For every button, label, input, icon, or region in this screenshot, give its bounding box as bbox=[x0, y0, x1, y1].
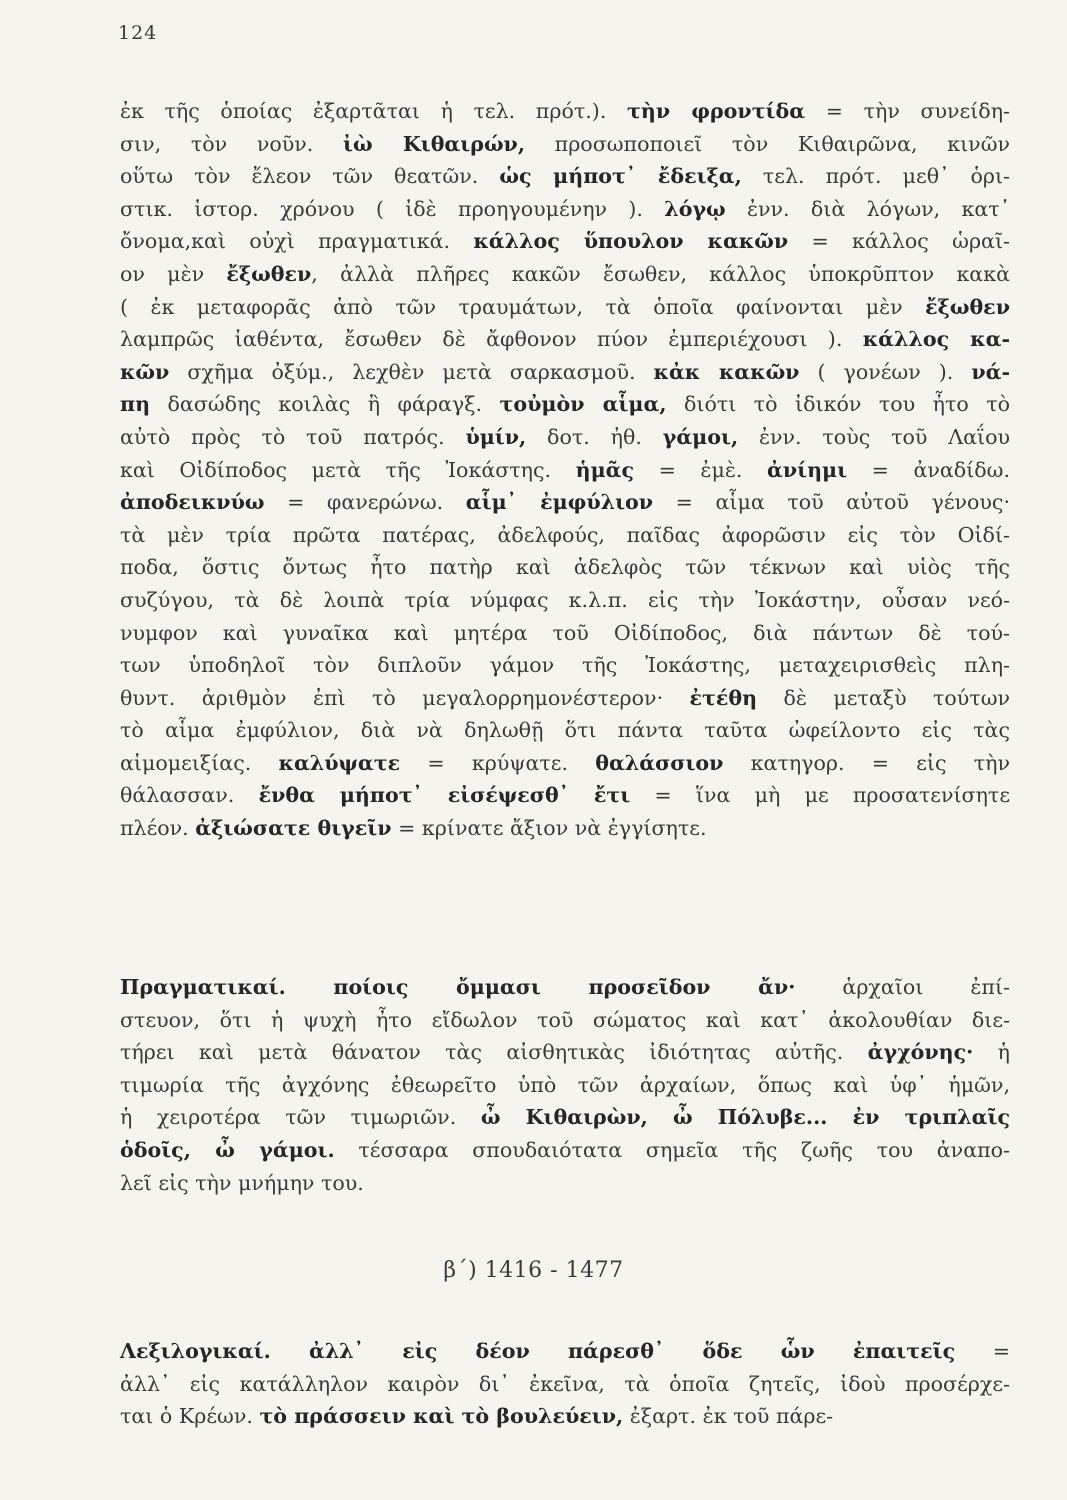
text-line: στικ. ἱστορ. χρόνου ( ἰδὲ προηγουμένην ). λόγῳ ἐνν. διὰ λόγων, κατ᾽ bbox=[120, 196, 1010, 221]
text-line: πλέον. ἀξιώσατε θιγεῖν = κρίνατε ἄξιον νὰ ἐγγίσητε. bbox=[120, 816, 707, 841]
paragraph-lexical-notes bbox=[120, 95, 1010, 845]
text-line: κῶν σχῆμα ὀξύμ., λεχθὲν μετὰ σαρκασμοῦ. κἀκ κακῶν ( γονέων ). νά- bbox=[120, 359, 1010, 384]
text-line: ὄνομα,καὶ οὐχὶ πραγματικά. κάλλος ὕπουλον κακῶν = κάλλος ὡραῖ- bbox=[120, 229, 1010, 254]
text-line: τὰ μὲν τρία πρῶτα πατέρας, ἀδελφούς, παῖδας ἀφορῶσιν εἰς τὸν Οἰδί- bbox=[120, 522, 1010, 547]
text-line: ἀποδεικνύω = φανερώνω. αἷμ᾽ ἐμφύλιον = αἷμα τοῦ αὐτοῦ γένους· bbox=[120, 490, 1010, 515]
text-line: θυντ. ἀριθμὸν ἐπὶ τὸ μεγαλορρημονέστερον· ἐτέθη δὲ μεταξὺ τούτων bbox=[120, 685, 1011, 710]
text-line: λεῖ εἰς τὴν μνήμην του. bbox=[120, 1170, 364, 1195]
text-line: Πραγματικαί. ποίοις ὄμμασι προσεῖδον ἄν· ἀρχαῖοι ἐπί- bbox=[120, 975, 1010, 999]
section-heading: β΄) 1416 - 1477 bbox=[443, 1258, 624, 1283]
text-line: τήρει καὶ μετὰ θάνατον τὰς αἰσθητικὰς ἰδιότητας αὐτῆς. ἀγχόνης· ἡ bbox=[120, 1040, 1010, 1065]
text-line: ἐκ τῆς ὁποίας ἐξαρτᾶται ἡ τελ. πρότ.). τὴν φροντίδα = τὴν συνείδη- bbox=[120, 99, 1010, 123]
text-line: θάλασσαν. ἔνθα μήποτ᾽ εἰσέψεσθ᾽ ἔτι = ἵνα μὴ με προσατενίσητε bbox=[120, 783, 1010, 808]
text-line: ὁδοῖς, ὦ γάμοι. τέσσαρα σπουδαιότατα σημεῖα τῆς ζωῆς του ἀναπο- bbox=[120, 1137, 1010, 1162]
text-line: ἡ χειροτέρα τῶν τιμωριῶν. ὦ Κιθαιρὼν, ὦ Πόλυβε... ἐν τριπλαῖς bbox=[120, 1105, 1011, 1130]
text-line: τὸ αἷμα ἐμφύλιον, διὰ νὰ δηλωθῇ ὅτι πάντα ταῦτα ὠφείλοντο εἰς τὰς bbox=[120, 718, 1010, 743]
text-line: οὕτω τὸν ἔλεον τῶν θεατῶν. ὡς μήποτ᾽ ἔδειξα, τελ. πρότ. μεθ᾽ ὁρι- bbox=[120, 164, 1010, 189]
text-line: ἀλλ᾽ εἰς κατάλληλον καιρὸν δι᾽ ἐκεῖνα, τὰ ὁποῖα ζητεῖς, ἰδοὺ προσέρχε- bbox=[120, 1371, 1010, 1396]
text-line: ποδα, ὅστις ὄντως ἦτο πατὴρ καὶ ἀδελφὸς τῶν τέκνων καὶ υἱὸς τῆς bbox=[120, 555, 1010, 580]
text-line: σιν, τὸν νοῦν. ἰὼ Κιθαιρών, προσωποποιεῖ τὸν Κιθαιρῶνα, κινῶν bbox=[120, 131, 1011, 156]
text-line: καὶ Οἰδίποδος μετὰ τῆς Ἰοκάστης. ἡμᾶς = ἐμὲ. ἀνίημι = ἀναδίδω. bbox=[120, 457, 1010, 482]
text-line: στευον, ὅτι ἡ ψυχὴ ἦτο εἴδωλον τοῦ σώματος καὶ κατ᾽ ἀκολουθίαν διε- bbox=[120, 1007, 1010, 1032]
page-number: 124 bbox=[118, 22, 158, 44]
text-line: αὐτὸ πρὸς τὸ τοῦ πατρός. ὑμίν, δοτ. ἠθ. γάμοι, ἐνν. τοὺς τοῦ Λαΐου bbox=[120, 424, 1010, 449]
text-line: ται ὁ Κρέων. τὸ πράσσειν καὶ τὸ βουλεύειν, ἐξαρτ. ἐκ τοῦ πάρε- bbox=[120, 1404, 834, 1429]
paragraph-factual-notes bbox=[120, 971, 1010, 1199]
text-line: ον μὲν ἔξωθεν, ἀλλὰ πλῆρες κακῶν ἔσωθεν, κάλλος ὑποκρῦπτον κακὰ bbox=[120, 261, 1010, 286]
text-line: πη δασώδης κοιλὰς ἢ φάραγξ. τοὐμὸν αἷμα, διότι τὸ ἰδικόν του ἦτο τὸ bbox=[120, 392, 1010, 417]
text-line: τιμωρία τῆς ἀγχόνης ἐθεωρεῖτο ὑπὸ τῶν ἀρχαίων, ὅπως καὶ ὑφ᾽ ἡμῶν, bbox=[120, 1072, 1010, 1097]
text-line: ( ἐκ μεταφορᾶς ἀπὸ τῶν τραυμάτων, τὰ ὁποῖα φαίνονται μὲν ἔξωθεν bbox=[120, 294, 1010, 319]
text-line: των ὑποδηλοῖ τὸν διπλοῦν γάμον τῆς Ἰοκάστης, μεταχειρισθεὶς πλη- bbox=[120, 653, 1010, 678]
text-line: λαμπρῶς ἰαθέντα, ἔσωθεν δὲ ἄφθονον πύον ἐμπεριέχουσι ). κάλλος κα- bbox=[120, 327, 1010, 352]
text-line: Λεξιλογικαί. ἀλλ᾽ εἰς δέον πάρεσθ᾽ ὅδε ὧν ἐπαιτεῖς = bbox=[120, 1339, 1010, 1363]
paragraph-lexical-notes-2 bbox=[120, 1335, 1010, 1433]
text-line: νυμφον καὶ γυναῖκα καὶ μητέρα τοῦ Οἰδίποδος, διὰ πάντων δὲ τού- bbox=[120, 620, 1010, 645]
text-line: συζύγου, τὰ δὲ λοιπὰ τρία νύμφας κ.λ.π. εἰς τὴν Ἰοκάστην, οὖσαν νεό- bbox=[120, 587, 1010, 612]
text-line: αἱμομειξίας. καλύψατε = κρύψατε. θαλάσσιον κατηγορ. = εἰς τὴν bbox=[120, 750, 1010, 775]
